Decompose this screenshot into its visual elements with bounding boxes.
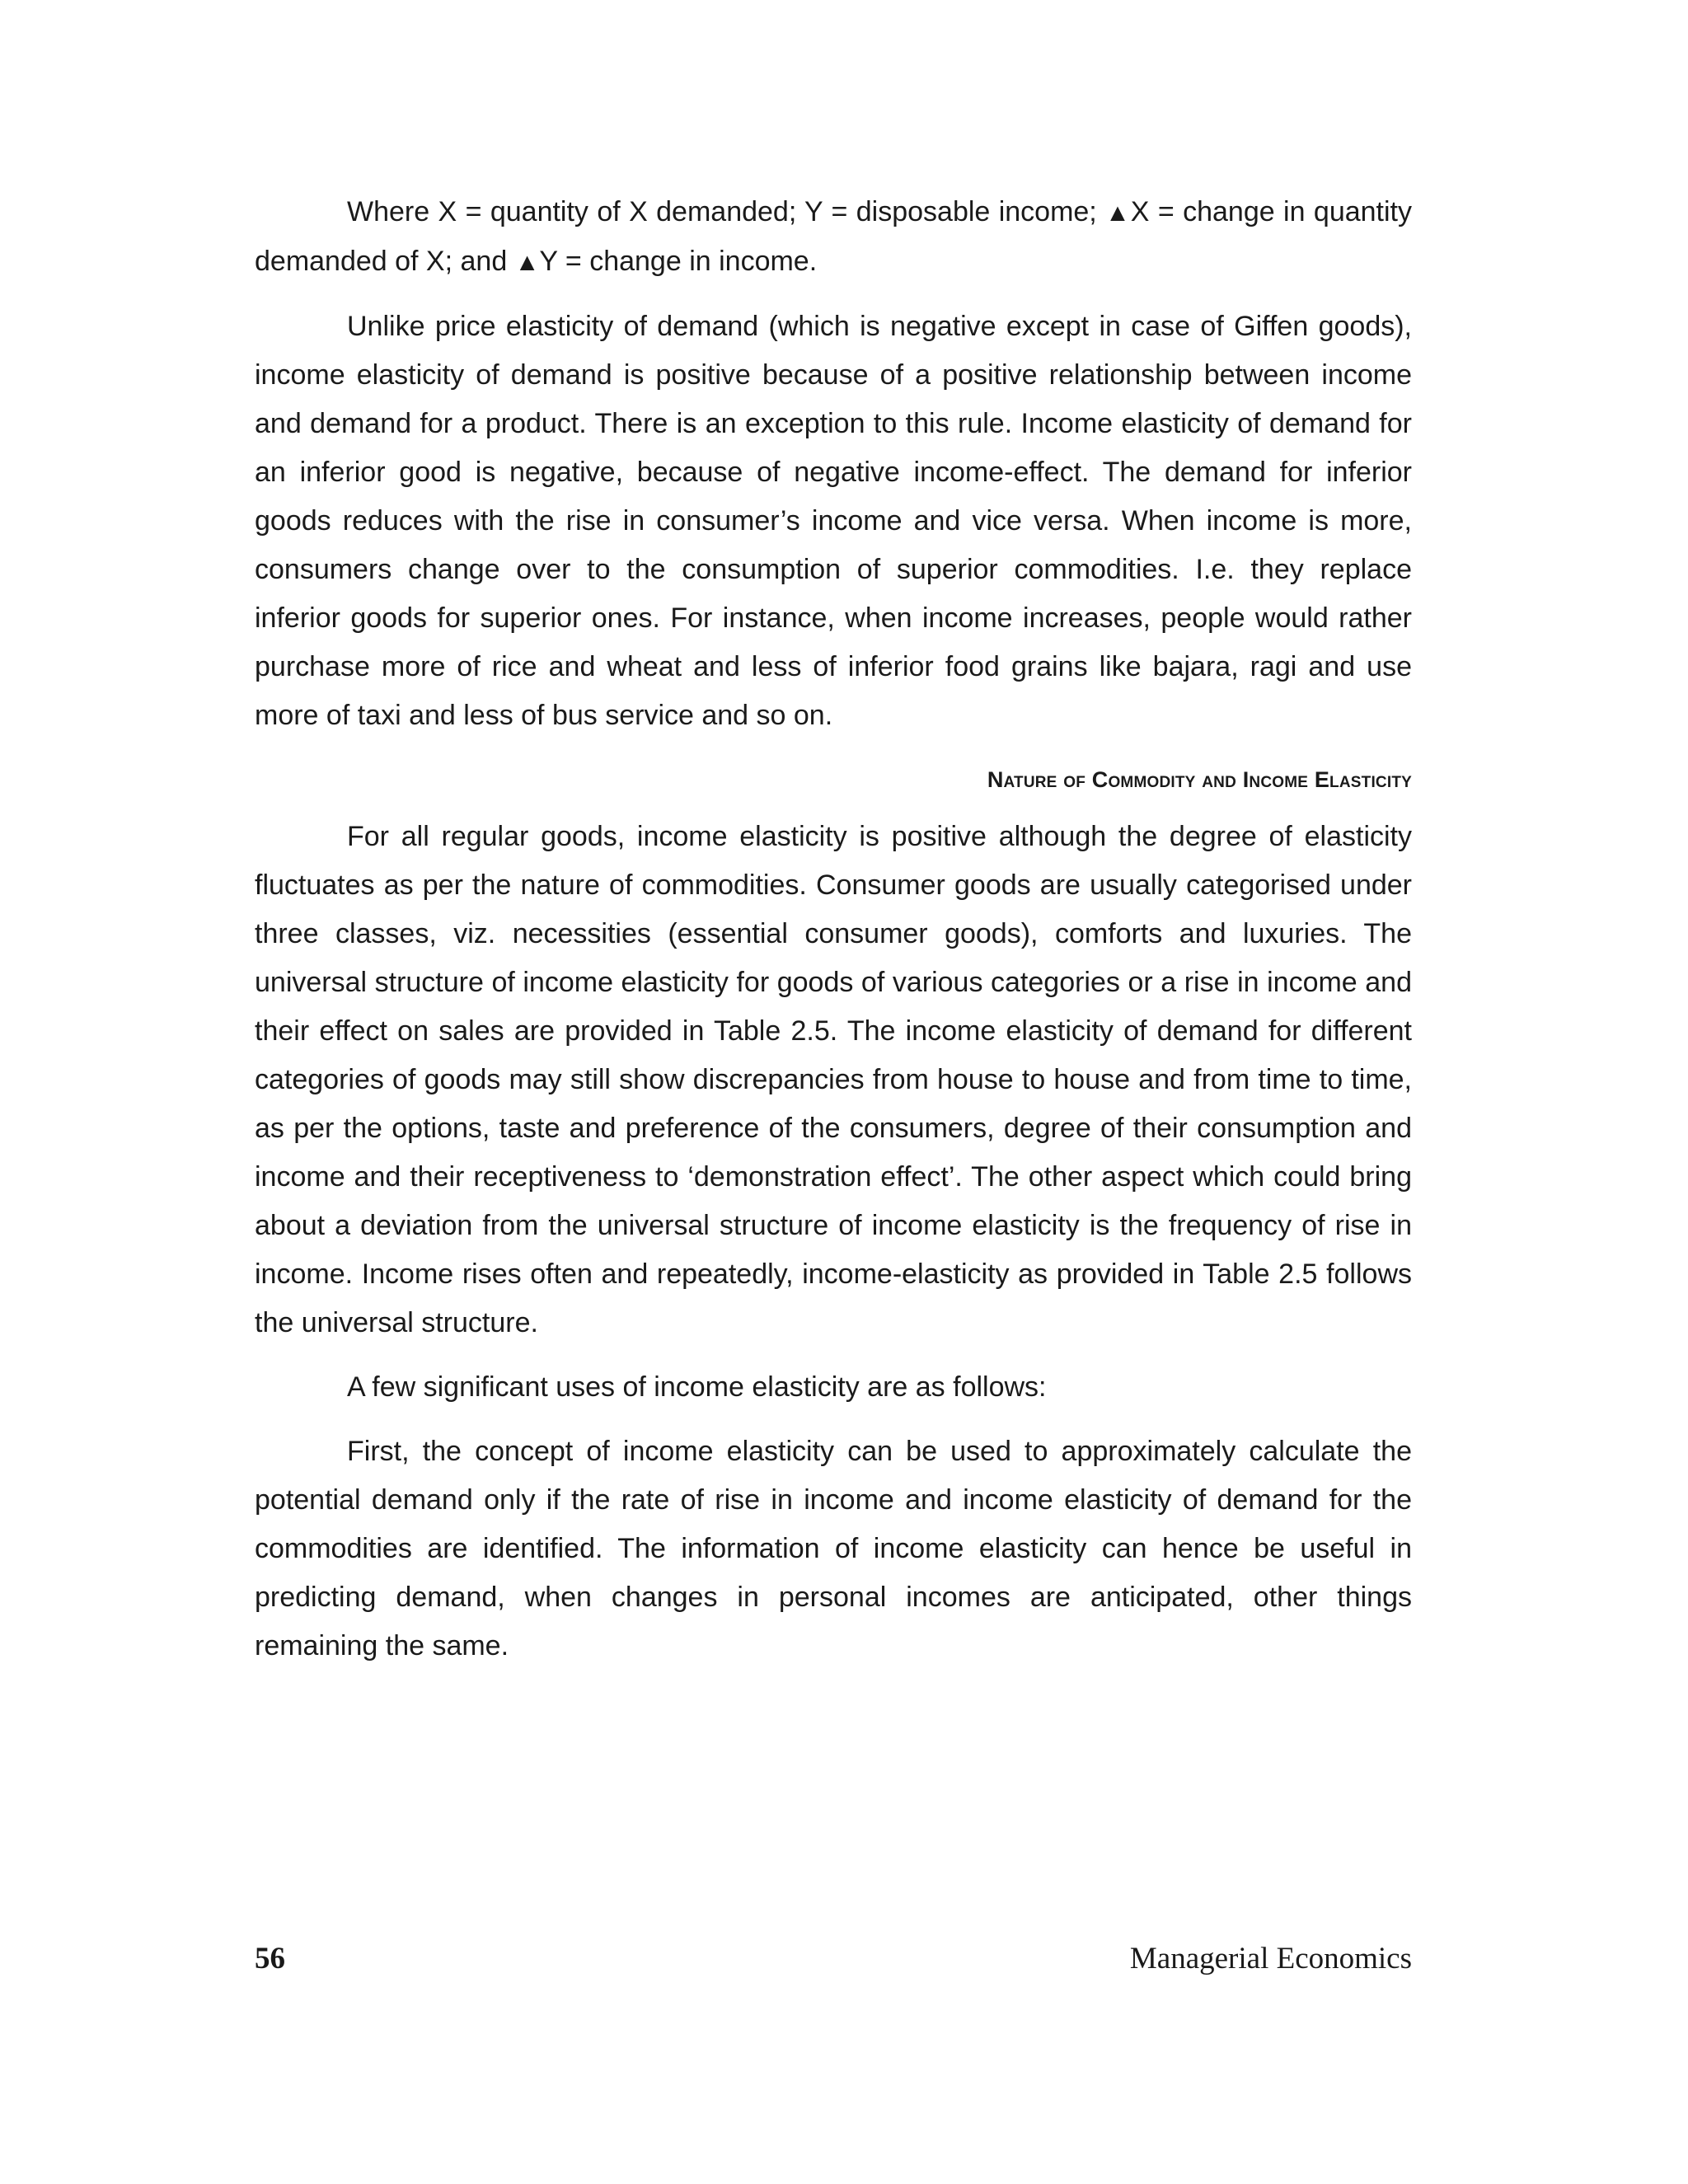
section-heading: Nature of Commodity and Income Elasticity bbox=[987, 767, 1412, 792]
paragraph-text: Y = change in income. bbox=[539, 246, 818, 277]
paragraph-first-use: First, the concept of income elasticity can be used to approximately calculate the potential demand only if the rate of rise in income and income elasticity of demand for the commodities are identified. The information of income elasticity can hence be useful in predicting demand, when changes in personal incomes are anticipated, other things remaining the same. bbox=[255, 1436, 1412, 1661]
running-title: Managerial Economics bbox=[1129, 1942, 1412, 1975]
delta-triangle-icon: ▲ bbox=[1105, 199, 1131, 227]
paragraph-nature-of-commodity: For all regular goods, income elasticity is positive although the degree of elasticity fluctuates as per the nature of commodities. Consumer goods are usually categorised under three classes, viz. necessities (essential consumer goods), comforts and luxuries. The universal structure of income elasticity for goods of various categories or a rise in income and their effect on sales are provided in Table 2.5. The income elasticity of demand for different categories of goods may still show discrepancies from house to house and from time to time, as per the options, taste and preference of the consumers, degree of their consumption and income and their receptiveness to ‘demonstration effect’. The other aspect which could bring about a deviation from the universal structure of income elasticity is the frequency of rise in income. Income rises often and repeatedly, income-elasticity as provided in Table 2.5 follows the universal structure. bbox=[255, 821, 1412, 1338]
delta-triangle-icon: ▲ bbox=[514, 249, 540, 276]
paragraph-uses-intro: A few significant uses of income elasticity are as follows: bbox=[347, 1371, 1047, 1403]
paragraph-income-elasticity-sign: Unlike price elasticity of demand (which is negative except in case of Giffen goods), income elasticity of demand is positive because of a positive relationship between income and demand for a product. There is an exception to this rule. Income elasticity of demand for an inferior good is negative, because of negative income-effect. The demand for inferior goods reduces with the rise in consumer’s income and vice versa. When income is more, consumers change over to the consumption of superior commodities. I.e. they replace inferior goods for superior ones. For instance, when income increases, people would rather purchase more of rice and wheat and less of inferior food grains like bajara, ragi and use more of taxi and less of bus service and so on. bbox=[255, 311, 1412, 731]
body-text bbox=[255, 188, 1412, 1686]
paragraph-text: Where X = quantity of X demanded; Y = disposable income; bbox=[347, 196, 1106, 227]
page-footer bbox=[255, 1941, 1412, 1990]
paragraph-text: X = change in quantity demanded of X; and bbox=[255, 196, 1412, 277]
paragraph-variable-definitions bbox=[255, 188, 1412, 287]
page-number: 56 bbox=[255, 1942, 285, 1975]
